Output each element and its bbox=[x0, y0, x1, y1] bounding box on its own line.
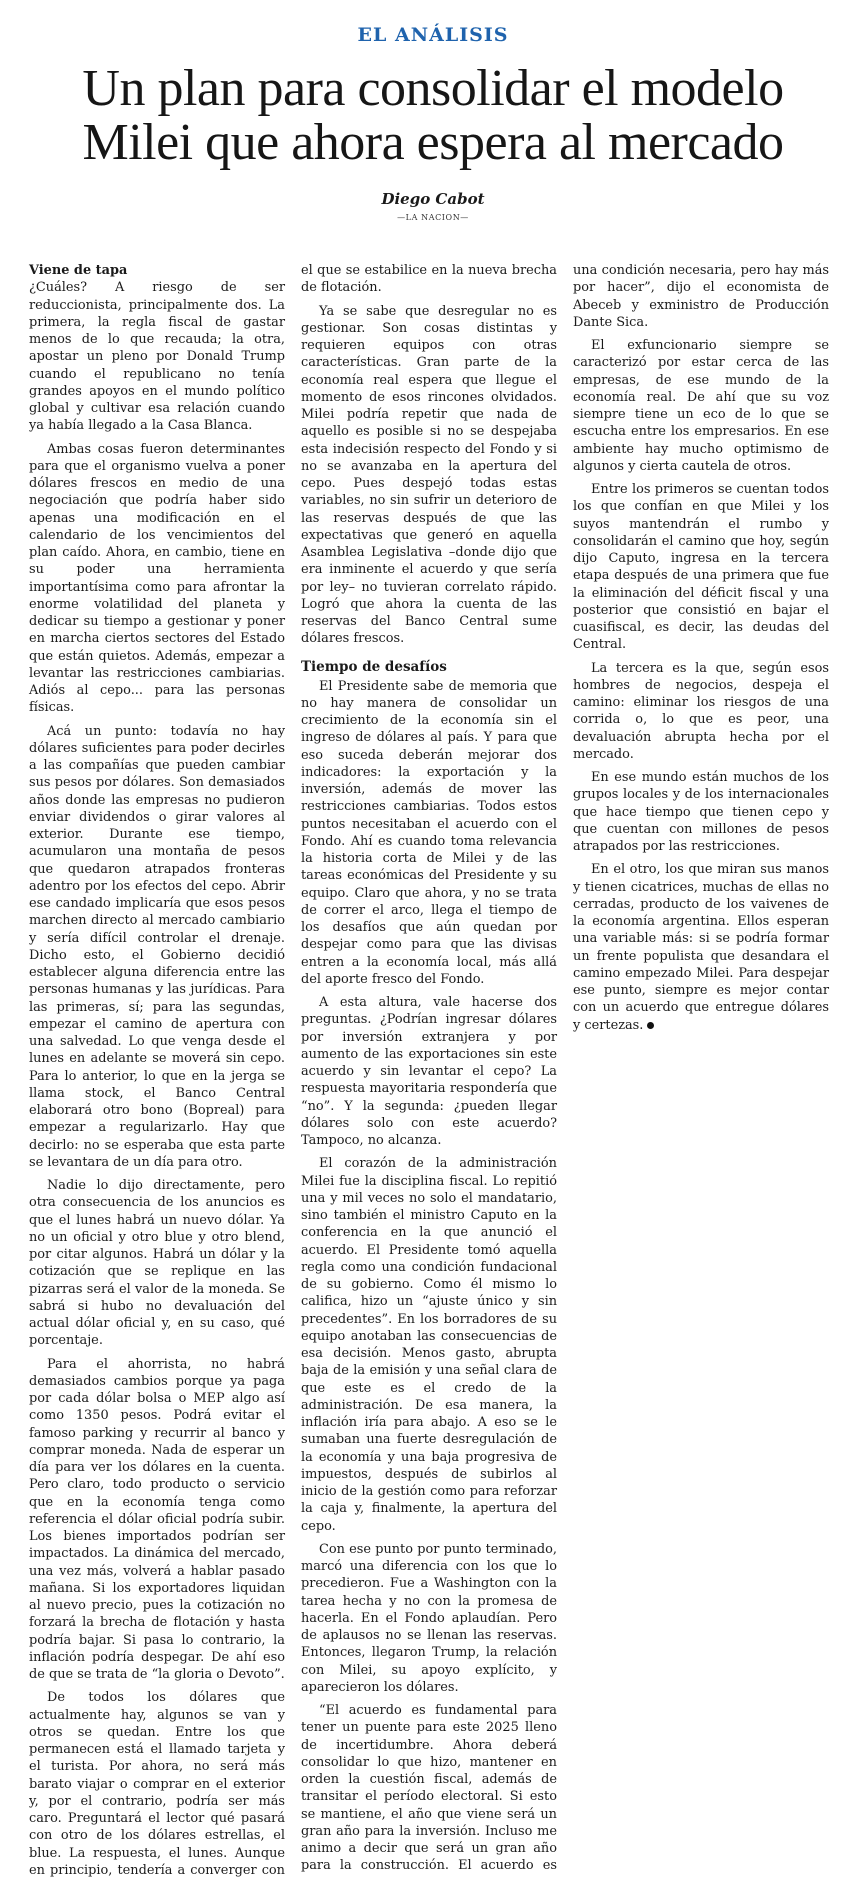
paragraph: Ya se sabe que desregular no es gestionar. Son cosas distintas y requieren equipos con otras características. Gran parte de la economía real espera que llegue el momento de esos rincones olvidados. Milei podría repetir que nada de aquello es posible si no se despejaba esta indecisión respecto del Fondo y si no se avanzaba en la apertura del cepo. Pues despejó todas estas variables, no sin sufrir un deterioro de las reservas después de que las expectativas que generó en aquella Asamblea Legislativa –donde dijo que era inminente el acuerdo y que sería por ley– no tuvieran correlato rápido. Logró que ahora la cuenta de las reservas del Banco Central sume dólares frescos. bbox=[301, 303, 557, 647]
subheading: Tiempo de desafíos bbox=[301, 658, 447, 675]
lead-paragraph bbox=[29, 262, 285, 435]
paragraph: Nadie lo dijo directamente, pero otra consecuencia de los anuncios es que el lunes habrá un nuevo dólar. Ya no un oficial y otro blue y otro blend, por citar algunos. Habrá un dólar y la cotización que se replique en las pizarras será el valor de la moneda. Se sabrá si hubo no devaluación del actual dólar oficial y, en su caso, qué porcentaje. bbox=[29, 1178, 285, 1349]
headline bbox=[20, 62, 846, 170]
headline-line-2: Milei que ahora espera al mercado bbox=[82, 114, 784, 171]
final-paragraph bbox=[573, 861, 829, 1034]
paragraph: En ese mundo están muchos de los grupos locales y de los internacionales que hace tiempo que tienen cepo y que cuentan con millones de pesos atrapados por las restricciones. bbox=[573, 770, 829, 854]
outlet-credit: —LA NACION— bbox=[397, 213, 469, 222]
author-byline: Diego Cabot bbox=[381, 190, 485, 208]
paragraph: Con ese punto por punto terminado, marcó una diferencia con los que lo precedieron. Fue a Washington con la tarea hecha y no con la promesa de hacerla. En el Fondo aplaudían. Pero de aplausos no se llenan las reservas. Entonces, llegaron Trump, la relación con Milei, su apoyo explícito, y aparecieron los dólares. bbox=[301, 1541, 557, 1695]
paragraph: El exfuncionario siempre se caracterizó por estar cerca de las empresas, de ese mundo de la economía real. De ahí que su voz siempre tiene un eco de lo que se escucha entre los empresarios. En ese ambiente hay mucho optimismo de algunos y cierta cautela de otros. bbox=[573, 338, 829, 474]
paragraph: La tercera es la que, según esos hombres de negocios, despeja el camino: eliminar los riesgos de una corrida o, lo que es peor, una devaluación abrupta hecha por el mercado. bbox=[573, 660, 829, 762]
paragraph: El Presidente sabe de memoria que no hay manera de consolidar un crecimiento de la economía sin el ingreso de dólares al país. Y para que eso suceda deberán mejorar dos indicadores: la exportación y la inversión, además de mover las restricciones cambiarias. Todos estos puntos necesitaban el acuerdo con el Fondo. Ahí es cuando toma relevancia la historia corta de Milei y de las tareas económicas del Presidente y su equipo. Claro que ahora, y no se trata de correr el arco, llega el tiempo de los desafíos que aún quedan por despejar como para que las divisas entren a la economía local, más allá del aporte fresco del Fondo. bbox=[301, 678, 557, 987]
section-kicker: EL ANÁLISIS bbox=[357, 24, 509, 46]
article-body bbox=[29, 262, 829, 1882]
paragraph: A esta altura, vale hacerse dos preguntas. ¿Podrían ingresar dólares por inversión extranjera y por aumento de las exportaciones sin este acuerdo y sin levantar el cepo? La respuesta mayoritaria respondería que “no”. Y la segunda: ¿pueden llegar dólares solo con este acuerdo? Tampoco, no alcanza. bbox=[301, 995, 557, 1148]
paragraph: El corazón de la administración Milei fue la disciplina fiscal. Lo repitió una y mil veces no solo el mandatario, sino también el ministro Caputo en la conferencia en la que anunció el acuerdo. El Presidente tomó aquella regla como una condición fundacional de su gobierno. Como él mismo lo califica, hizo un “ajuste único y sin precedentes”. En los borradores de su equipo anotaban las consecuencias de esa decisión. Menos gasto, abrupta baja de la emisión y una señal clara de que este es el credo de la administración. De esa manera, la inflación iría para abajo. A eso se le sumaban una fuerte desregulación de la economía y una baja progresiva de impuestos, después de subirlos al inicio de la gestión como para reforzar la caja y, finalmente, la apertura del cepo. bbox=[301, 1156, 557, 1534]
headline-line-1: Un plan para consolidar el modelo bbox=[82, 60, 784, 117]
paragraph: Entre los primeros se cuentan todos los que confían en que Milei y los suyos mantendrán el rumbo y consolidarán el camino que hoy, según dijo Caputo, ingresa en la tercera etapa después de una primera que fue la eliminación del déficit fiscal y una posterior que consistió en bajar el cuasifiscal, es decir, las deudas del Central. bbox=[573, 482, 829, 653]
end-of-article-bullet-icon bbox=[647, 1022, 654, 1029]
paragraph: Acá un punto: todavía no hay dólares suficientes para poder decirles a las compañías que pueden cambiar sus pesos por dólares. Son demasiados años donde las empresas no pudieron enviar dividendos o girar valores al exterior. Durante ese tiempo, acumularon una montaña de pesos que quedaron atrapados fronteras adentro por los efectos del cepo. Abrir ese candado implicaría que esos pesos marchen directo al mercado cambiario y sería difícil controlar el drenaje. Dicho esto, el Gobierno decidió establecer alguna diferencia entre las personas humanas y las jurídicas. Para las primeras, sí; para las segundas, empezar el camino de apertura con una salvedad. Lo que venga desde el lunes en adelante se moverá sin cepo. Para lo anterior, lo que en la jerga se llama stock, el Banco Central elaborará otro bono (Bopreal) para empezar a regularizarlo. Hay que decirlo: no se esperaba que esta parte se levantara de un día para otro. bbox=[29, 723, 285, 1170]
paragraph-text: ¿Cuáles? A riesgo de ser reduccionista, principalmente dos. La primera, la regla fiscal de gastar menos de lo que recauda; la otra, apostar un pleno por Donald Trump cuando el republicano no tenía grandes apoyos en el mundo político global y cultivar esa relación cuando ya había llegado a la Casa Blanca. bbox=[29, 280, 285, 434]
paragraph: Para el ahorrista, no habrá demasiados cambios porque ya paga por cada dólar bolsa o MEP algo así como 1350 pesos. Podrá evitar el famoso parking y recurrir al banco y comprar moneda. Nada de esperar un día para ver los dólares en la cuenta. Pero claro, todo producto o servicio que en la economía tenga como referencia el dólar oficial podría subir. Los bienes importados podrían ser impactados. La dinámica del mercado, una vez más, volverá a hablar pasado mañana. Si los exportadores liquidan al nuevo precio, pues la cotización no forzará la brecha de flotación y hasta podría bajar. Si pasa lo contrario, la inflación podría despegar. De ahí eso de que se trata de “la gloria o Devoto”. bbox=[29, 1356, 285, 1682]
paragraph-text: En el otro, los que miran sus manos y tienen cicatrices, muchas de ellas no cerradas, producto de los vaivenes de la economía argentina. Ellos esperan una variable más: si se podría formar un frente populista que desandara el camino empezado Milei. Para despejar ese punto, siempre es mejor contar con un acuerdo que entregue dólares y certezas. bbox=[573, 862, 829, 1033]
paragraph: De todos los dólares que actualmente hay, algunos se van y otros se quedan. Entre los que permanecen está el llamado tarjeta y el turista. Por ahora, no será más barato viajar o comprar en el exterior y, por el contrario, podría ser más caro. Preguntará el lector qué pasará con otro de los dólares estrellas, el blue. La respuesta, el lunes. Aunque en principio, tendería a converger con el que se estabilice en la nueva brecha de flotación. bbox=[29, 263, 557, 1878]
paragraph: Ambas cosas fueron determinantes para que el organismo vuelva a poner dólares frescos en medio de una negociación que podría haber sido apenas una modificación en el calendario de los vencimientos del plan caído. Ahora, en cambio, tiene en su poder una herramienta importantísima como para afrontar la enorme volatilidad del planeta y dedicar su tiempo a gestionar y poner en marcha ciertos sectores del Estado que están quietos. Además, empezar a levantar las restricciones cambiarias. Adiós al cepo... para las personas físicas. bbox=[29, 441, 285, 716]
continued-from-label: Viene de tapa bbox=[29, 263, 128, 278]
paragraph: “El acuerdo es fundamental para tener un puente para este 2025 lleno de incertidumbre. Ahora deberá consolidar lo que hizo, mantener en orden la cuestión fiscal, además de transitar el período electoral. Si esto se mantiene, el año que viene será un gran año para la inversión. Incluso me animo a decir que será un gran año para la construcción. El acuerdo es una condición necesaria, pero hay más por hacer”, dijo el economista de Abeceb y exministro de Producción Dante Sica. bbox=[301, 263, 829, 1874]
